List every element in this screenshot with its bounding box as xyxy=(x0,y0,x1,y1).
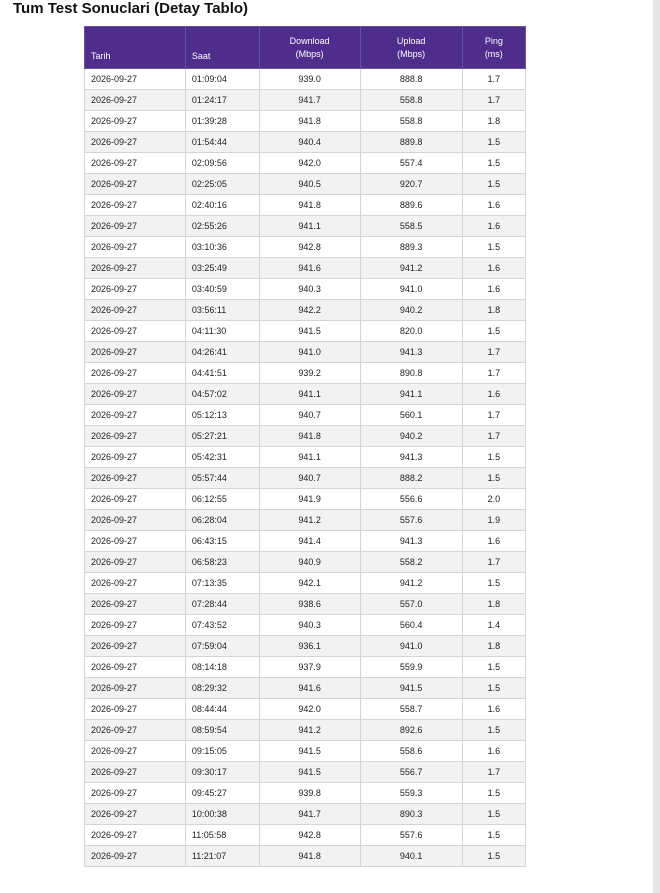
time-cell: 02:09:56 xyxy=(185,153,259,174)
download-cell: 941.4 xyxy=(259,531,360,552)
table-row xyxy=(85,510,526,531)
time-cell: 07:43:52 xyxy=(185,615,259,636)
header-upload-unit: (Mbps) xyxy=(397,48,426,59)
time-cell: 03:56:11 xyxy=(185,300,259,321)
table-row xyxy=(85,468,526,489)
ping-cell: 1.6 xyxy=(462,216,525,237)
download-cell: 941.0 xyxy=(259,342,360,363)
upload-cell: 558.8 xyxy=(360,111,462,132)
time-cell: 01:09:04 xyxy=(185,69,259,90)
upload-cell: 941.0 xyxy=(360,636,462,657)
table-row xyxy=(85,573,526,594)
table-row xyxy=(85,636,526,657)
ping-cell: 1.5 xyxy=(462,321,525,342)
date-cell: 2026-09-27 xyxy=(85,678,186,699)
date-cell: 2026-09-27 xyxy=(85,132,186,153)
table-row xyxy=(85,258,526,279)
table-row xyxy=(85,132,526,153)
ping-cell: 1.6 xyxy=(462,384,525,405)
upload-cell: 560.4 xyxy=(360,615,462,636)
time-cell: 09:15:05 xyxy=(185,741,259,762)
date-cell: 2026-09-27 xyxy=(85,825,186,846)
ping-cell: 1.8 xyxy=(462,300,525,321)
date-cell: 2026-09-27 xyxy=(85,342,186,363)
table-row xyxy=(85,216,526,237)
date-cell: 2026-09-27 xyxy=(85,153,186,174)
ping-cell: 1.5 xyxy=(462,846,525,867)
date-cell: 2026-09-27 xyxy=(85,426,186,447)
ping-cell: 1.5 xyxy=(462,132,525,153)
time-cell: 05:12:13 xyxy=(185,405,259,426)
upload-cell: 941.3 xyxy=(360,342,462,363)
date-cell: 2026-09-27 xyxy=(85,636,186,657)
ping-cell: 1.4 xyxy=(462,615,525,636)
header-time-label: Saat xyxy=(191,51,211,61)
ping-cell: 1.5 xyxy=(462,825,525,846)
time-cell: 03:10:36 xyxy=(185,237,259,258)
time-cell: 06:28:04 xyxy=(185,510,259,531)
table-row xyxy=(85,90,526,111)
upload-cell: 559.9 xyxy=(360,657,462,678)
ping-cell: 1.5 xyxy=(462,804,525,825)
table-row xyxy=(85,237,526,258)
time-cell: 07:59:04 xyxy=(185,636,259,657)
ping-cell: 1.5 xyxy=(462,657,525,678)
date-cell: 2026-09-27 xyxy=(85,363,186,384)
download-cell: 941.2 xyxy=(259,510,360,531)
table-row xyxy=(85,552,526,573)
table-row xyxy=(85,321,526,342)
upload-cell: 556.7 xyxy=(360,762,462,783)
download-cell: 941.5 xyxy=(259,741,360,762)
table-row xyxy=(85,615,526,636)
upload-cell: 558.7 xyxy=(360,699,462,720)
upload-cell: 558.5 xyxy=(360,216,462,237)
date-cell: 2026-09-27 xyxy=(85,573,186,594)
header-download xyxy=(259,27,360,69)
table-row xyxy=(85,363,526,384)
time-cell: 06:12:55 xyxy=(185,489,259,510)
date-cell: 2026-09-27 xyxy=(85,531,186,552)
date-cell: 2026-09-27 xyxy=(85,699,186,720)
ping-cell: 1.6 xyxy=(462,279,525,300)
download-cell: 942.2 xyxy=(259,300,360,321)
download-cell: 941.1 xyxy=(259,447,360,468)
ping-cell: 1.6 xyxy=(462,531,525,552)
ping-cell: 1.5 xyxy=(462,447,525,468)
ping-cell: 1.7 xyxy=(462,90,525,111)
upload-cell: 941.2 xyxy=(360,258,462,279)
download-cell: 941.6 xyxy=(259,678,360,699)
ping-cell: 1.7 xyxy=(462,342,525,363)
table-row xyxy=(85,804,526,825)
page-title: Tum Test Sonuclari (Detay Tablo) xyxy=(13,0,249,17)
ping-cell: 1.8 xyxy=(462,111,525,132)
upload-cell: 940.2 xyxy=(360,300,462,321)
date-cell: 2026-09-27 xyxy=(85,258,186,279)
date-cell: 2026-09-27 xyxy=(85,195,186,216)
download-cell: 941.1 xyxy=(259,384,360,405)
ping-cell: 1.5 xyxy=(462,573,525,594)
header-date xyxy=(85,27,186,69)
time-cell: 04:26:41 xyxy=(185,342,259,363)
time-cell: 04:41:51 xyxy=(185,363,259,384)
header-row xyxy=(85,27,526,69)
download-cell: 940.9 xyxy=(259,552,360,573)
upload-cell: 558.2 xyxy=(360,552,462,573)
time-cell: 01:54:44 xyxy=(185,132,259,153)
date-cell: 2026-09-27 xyxy=(85,657,186,678)
time-cell: 01:39:28 xyxy=(185,111,259,132)
ping-cell: 1.8 xyxy=(462,594,525,615)
date-cell: 2026-09-27 xyxy=(85,615,186,636)
upload-cell: 889.8 xyxy=(360,132,462,153)
header-upload xyxy=(360,27,462,69)
upload-cell: 940.2 xyxy=(360,426,462,447)
date-cell: 2026-09-27 xyxy=(85,552,186,573)
upload-cell: 889.3 xyxy=(360,237,462,258)
table-row xyxy=(85,153,526,174)
table-row xyxy=(85,69,526,90)
time-cell: 05:57:44 xyxy=(185,468,259,489)
table-row xyxy=(85,720,526,741)
date-cell: 2026-09-27 xyxy=(85,720,186,741)
header-date-label: Tarih xyxy=(91,51,111,61)
download-cell: 941.5 xyxy=(259,321,360,342)
date-cell: 2026-09-27 xyxy=(85,237,186,258)
date-cell: 2026-09-27 xyxy=(85,321,186,342)
time-cell: 02:25:05 xyxy=(185,174,259,195)
time-cell: 08:59:54 xyxy=(185,720,259,741)
ping-cell: 1.6 xyxy=(462,195,525,216)
table-row xyxy=(85,489,526,510)
date-cell: 2026-09-27 xyxy=(85,447,186,468)
table-row xyxy=(85,342,526,363)
ping-cell: 1.5 xyxy=(462,174,525,195)
time-cell: 04:11:30 xyxy=(185,321,259,342)
download-cell: 941.8 xyxy=(259,111,360,132)
table-row xyxy=(85,384,526,405)
upload-cell: 920.7 xyxy=(360,174,462,195)
download-cell: 941.6 xyxy=(259,258,360,279)
table-row xyxy=(85,846,526,867)
date-cell: 2026-09-27 xyxy=(85,69,186,90)
time-cell: 08:44:44 xyxy=(185,699,259,720)
upload-cell: 820.0 xyxy=(360,321,462,342)
download-cell: 940.3 xyxy=(259,279,360,300)
download-cell: 942.1 xyxy=(259,573,360,594)
header-download-unit: (Mbps) xyxy=(295,48,324,59)
table-row xyxy=(85,762,526,783)
date-cell: 2026-09-27 xyxy=(85,90,186,111)
upload-cell: 888.8 xyxy=(360,69,462,90)
table-row xyxy=(85,783,526,804)
date-cell: 2026-09-27 xyxy=(85,300,186,321)
download-cell: 941.8 xyxy=(259,195,360,216)
ping-cell: 1.7 xyxy=(462,426,525,447)
ping-cell: 1.6 xyxy=(462,699,525,720)
results-table xyxy=(84,26,526,867)
download-cell: 941.7 xyxy=(259,804,360,825)
table-row xyxy=(85,594,526,615)
time-cell: 05:42:31 xyxy=(185,447,259,468)
download-cell: 942.0 xyxy=(259,699,360,720)
download-cell: 940.3 xyxy=(259,615,360,636)
table-row xyxy=(85,174,526,195)
download-cell: 941.7 xyxy=(259,90,360,111)
upload-cell: 558.6 xyxy=(360,741,462,762)
download-cell: 941.1 xyxy=(259,216,360,237)
ping-cell: 1.5 xyxy=(462,678,525,699)
table-row xyxy=(85,279,526,300)
upload-cell: 941.3 xyxy=(360,447,462,468)
table-row xyxy=(85,825,526,846)
ping-cell: 1.5 xyxy=(462,783,525,804)
download-cell: 939.2 xyxy=(259,363,360,384)
time-cell: 04:57:02 xyxy=(185,384,259,405)
header-ping-label: Ping xyxy=(484,35,503,46)
table-row xyxy=(85,111,526,132)
download-cell: 941.8 xyxy=(259,426,360,447)
time-cell: 02:40:16 xyxy=(185,195,259,216)
download-cell: 937.9 xyxy=(259,657,360,678)
table-row xyxy=(85,447,526,468)
ping-cell: 1.5 xyxy=(462,720,525,741)
download-cell: 940.5 xyxy=(259,174,360,195)
upload-cell: 892.6 xyxy=(360,720,462,741)
upload-cell: 559.3 xyxy=(360,783,462,804)
upload-cell: 890.8 xyxy=(360,363,462,384)
ping-cell: 1.7 xyxy=(462,363,525,384)
upload-cell: 941.0 xyxy=(360,279,462,300)
results-table-container xyxy=(84,26,526,867)
header-download-label: Download xyxy=(289,35,330,46)
upload-cell: 889.6 xyxy=(360,195,462,216)
download-cell: 939.0 xyxy=(259,69,360,90)
upload-cell: 941.5 xyxy=(360,678,462,699)
table-row xyxy=(85,426,526,447)
download-cell: 940.7 xyxy=(259,468,360,489)
date-cell: 2026-09-27 xyxy=(85,804,186,825)
table-row xyxy=(85,300,526,321)
upload-cell: 557.4 xyxy=(360,153,462,174)
time-cell: 02:55:26 xyxy=(185,216,259,237)
upload-cell: 888.2 xyxy=(360,468,462,489)
date-cell: 2026-09-27 xyxy=(85,594,186,615)
upload-cell: 558.8 xyxy=(360,90,462,111)
download-cell: 938.6 xyxy=(259,594,360,615)
ping-cell: 1.9 xyxy=(462,510,525,531)
upload-cell: 560.1 xyxy=(360,405,462,426)
time-cell: 11:05:58 xyxy=(185,825,259,846)
time-cell: 03:40:59 xyxy=(185,279,259,300)
date-cell: 2026-09-27 xyxy=(85,279,186,300)
date-cell: 2026-09-27 xyxy=(85,384,186,405)
time-cell: 10:00:38 xyxy=(185,804,259,825)
date-cell: 2026-09-27 xyxy=(85,468,186,489)
time-cell: 07:13:35 xyxy=(185,573,259,594)
table-row xyxy=(85,678,526,699)
download-cell: 941.2 xyxy=(259,720,360,741)
time-cell: 07:28:44 xyxy=(185,594,259,615)
time-cell: 03:25:49 xyxy=(185,258,259,279)
ping-cell: 1.6 xyxy=(462,741,525,762)
time-cell: 09:30:17 xyxy=(185,762,259,783)
date-cell: 2026-09-27 xyxy=(85,216,186,237)
ping-cell: 1.8 xyxy=(462,636,525,657)
date-cell: 2026-09-27 xyxy=(85,762,186,783)
time-cell: 06:43:15 xyxy=(185,531,259,552)
table-body xyxy=(85,69,526,867)
date-cell: 2026-09-27 xyxy=(85,489,186,510)
date-cell: 2026-09-27 xyxy=(85,111,186,132)
header-ping xyxy=(462,27,525,69)
download-cell: 941.8 xyxy=(259,846,360,867)
table-row xyxy=(85,405,526,426)
ping-cell: 1.5 xyxy=(462,237,525,258)
upload-cell: 557.6 xyxy=(360,510,462,531)
time-cell: 09:45:27 xyxy=(185,783,259,804)
date-cell: 2026-09-27 xyxy=(85,783,186,804)
header-upload-label: Upload xyxy=(396,35,426,46)
download-cell: 941.5 xyxy=(259,762,360,783)
upload-cell: 941.3 xyxy=(360,531,462,552)
ping-cell: 1.7 xyxy=(462,69,525,90)
upload-cell: 556.6 xyxy=(360,489,462,510)
ping-cell: 1.7 xyxy=(462,762,525,783)
table-row xyxy=(85,699,526,720)
table-header xyxy=(85,27,526,69)
time-cell: 08:29:32 xyxy=(185,678,259,699)
upload-cell: 940.1 xyxy=(360,846,462,867)
date-cell: 2026-09-27 xyxy=(85,510,186,531)
ping-cell: 1.7 xyxy=(462,552,525,573)
date-cell: 2026-09-27 xyxy=(85,741,186,762)
download-cell: 940.7 xyxy=(259,405,360,426)
header-ping-unit: (ms) xyxy=(484,48,503,59)
ping-cell: 2.0 xyxy=(462,489,525,510)
table-row xyxy=(85,741,526,762)
download-cell: 941.9 xyxy=(259,489,360,510)
upload-cell: 557.0 xyxy=(360,594,462,615)
scrollbar[interactable] xyxy=(653,0,660,893)
ping-cell: 1.5 xyxy=(462,153,525,174)
date-cell: 2026-09-27 xyxy=(85,174,186,195)
download-cell: 942.8 xyxy=(259,237,360,258)
download-cell: 942.0 xyxy=(259,153,360,174)
download-cell: 939.8 xyxy=(259,783,360,804)
upload-cell: 557.6 xyxy=(360,825,462,846)
table-row xyxy=(85,657,526,678)
table-row xyxy=(85,195,526,216)
time-cell: 01:24:17 xyxy=(185,90,259,111)
download-cell: 936.1 xyxy=(259,636,360,657)
header-time xyxy=(185,27,259,69)
time-cell: 08:14:18 xyxy=(185,657,259,678)
upload-cell: 941.1 xyxy=(360,384,462,405)
date-cell: 2026-09-27 xyxy=(85,846,186,867)
time-cell: 05:27:21 xyxy=(185,426,259,447)
download-cell: 940.4 xyxy=(259,132,360,153)
download-cell: 942.8 xyxy=(259,825,360,846)
date-cell: 2026-09-27 xyxy=(85,405,186,426)
upload-cell: 890.3 xyxy=(360,804,462,825)
ping-cell: 1.5 xyxy=(462,468,525,489)
ping-cell: 1.7 xyxy=(462,405,525,426)
time-cell: 06:58:23 xyxy=(185,552,259,573)
time-cell: 11:21:07 xyxy=(185,846,259,867)
table-row xyxy=(85,531,526,552)
upload-cell: 941.2 xyxy=(360,573,462,594)
ping-cell: 1.6 xyxy=(462,258,525,279)
